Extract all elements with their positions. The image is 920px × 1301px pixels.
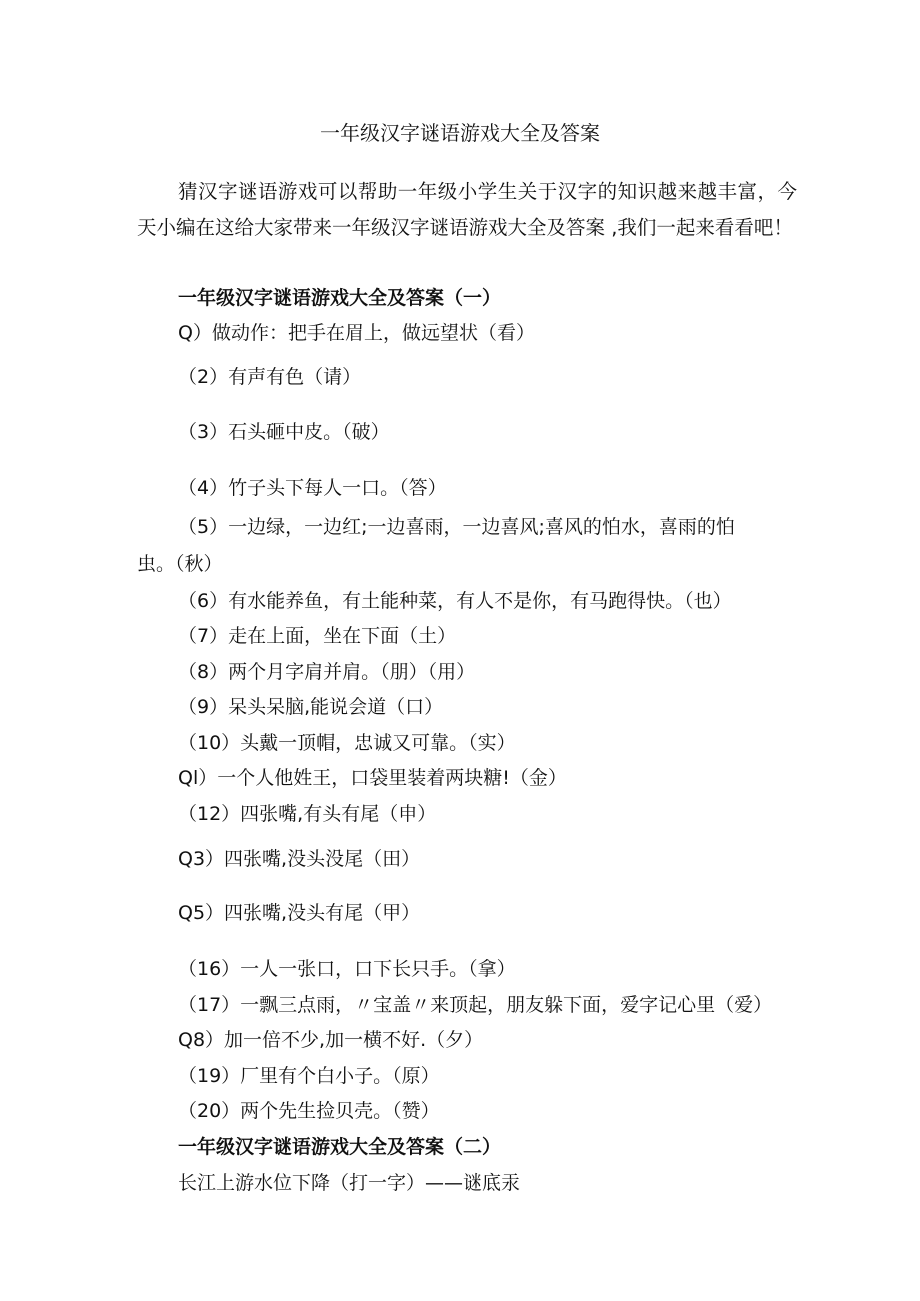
riddle-line-continuation: 虫。（秋） [137,553,223,575]
riddle-line: （8）两个月字肩并肩。（朋）（用） [178,661,476,683]
section-heading-1: 一年级汉字谜语游戏大全及答案（一） [178,287,502,309]
riddle-line: （3）石头砸中皮。（破） [178,421,390,443]
riddle-line: Q3）四张嘴,没头没尾（田） [178,848,421,870]
riddle-line: Q8）加一倍不少,加一横不好.（夕） [178,1029,484,1051]
riddle-line: （12）四张嘴,有头有尾（申） [178,803,437,825]
intro-paragraph: 猜汉字谜语游戏可以帮助一年级小学生关于汉字的知识越来越丰富，今天小编在这给大家带来一年级汉字谜语游戏大全及答案 ,我们一起来看看吧！ [137,180,797,239]
riddle-line: （9）呆头呆脑,能说会道（口） [178,696,444,718]
document-title: 一年级汉字谜语游戏大全及答案 [320,121,600,145]
riddle-line: （19）厂里有个白小子。（原） [178,1065,440,1087]
riddle-line: （7）走在上面，坐在下面（土） [178,625,457,647]
riddle-line: （4）竹子头下每人一口。（答） [178,477,447,499]
riddle-line: Q）做动作：把手在眉上，做远望状（看） [178,322,535,344]
section-heading-2: 一年级汉字谜语游戏大全及答案（二） [178,1136,502,1158]
section2-line: 长江上游水位下降（打一字）——谜底汞 [178,1172,521,1194]
riddle-line: （16）一人一张口，口下长只手。（拿） [178,958,516,980]
riddle-line: （2）有声有色（请） [178,366,362,388]
riddle-line: （20）两个先生捡贝壳。（赞） [178,1100,440,1122]
riddle-line: （5）一边绿，一边红;一边喜雨，一边喜风;喜风的怕水，喜雨的怕 [178,516,735,538]
riddle-line: Q5）四张嘴,没头有尾（甲） [178,902,421,924]
riddle-line: Ql）一个人他姓王，口袋里装着两块糖!（金） [178,767,567,789]
riddle-line: （17）一飘三点雨，〃宝盖〃来顶起，朋友躲下面，爱字记心里（爱） [178,994,773,1016]
riddle-line: （10）头戴一顶帽，忠诚又可靠。（实） [178,732,516,754]
riddle-line: （6）有水能养鱼，有土能种菜，有人不是你，有马跑得快。（也） [178,590,732,612]
